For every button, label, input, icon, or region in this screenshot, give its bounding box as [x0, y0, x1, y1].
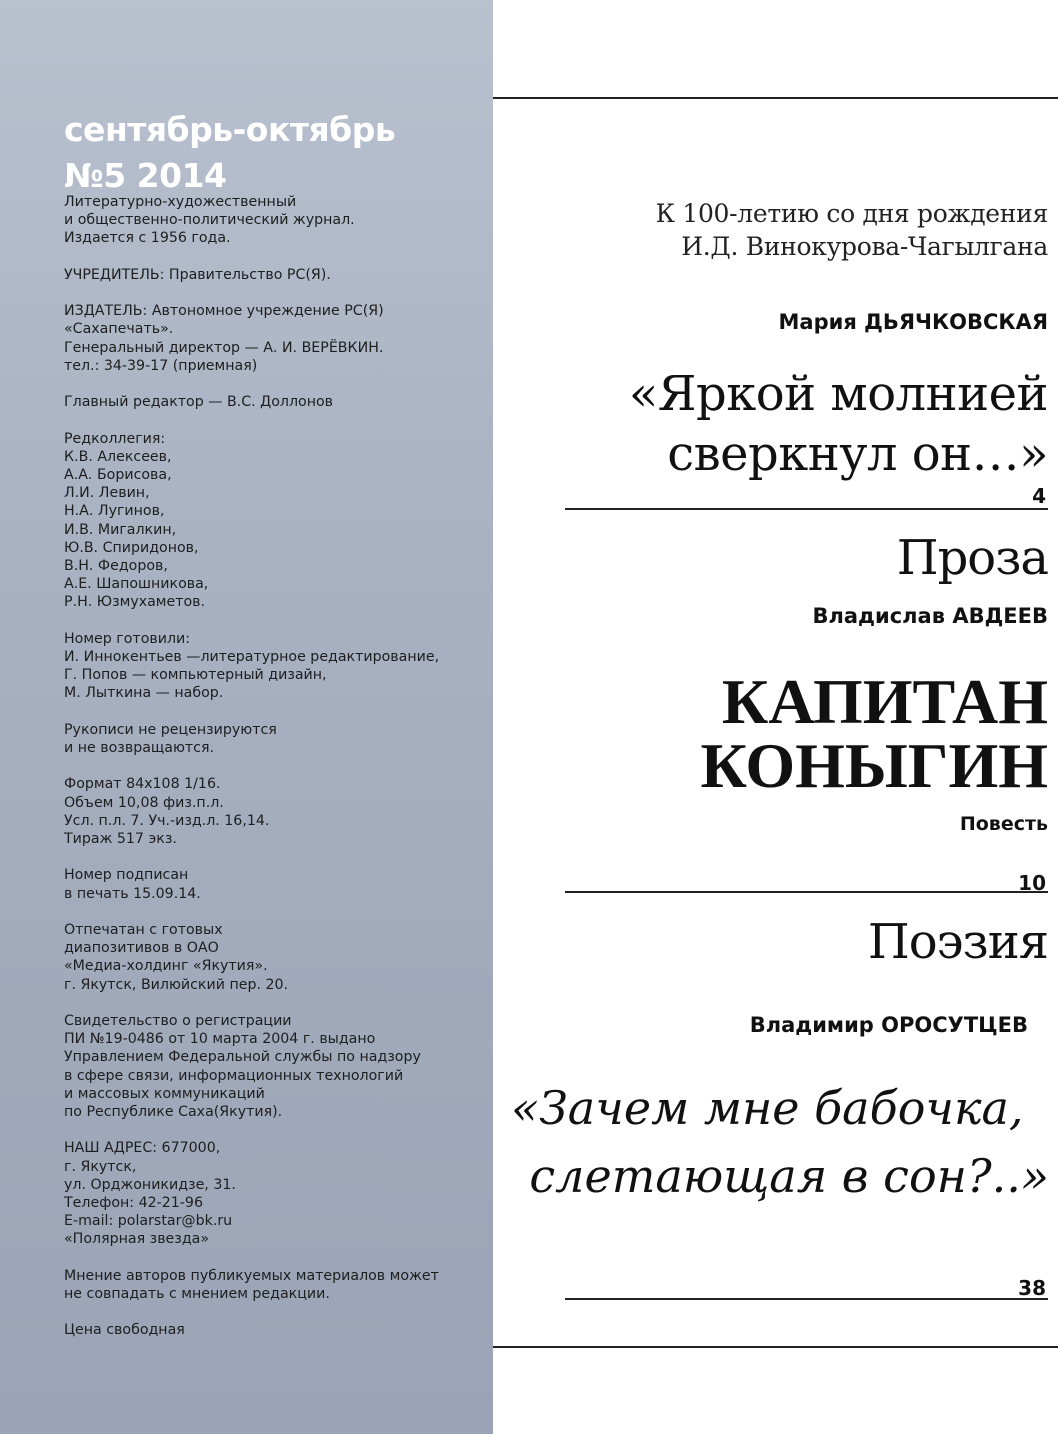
- imprint-block: [64, 266, 484, 284]
- imprint-line: ИЗДАТЕЛЬ: Автономное учреждение РС(Я): [64, 303, 384, 320]
- poetry-page-number: 38: [1018, 1276, 1046, 1300]
- poetry-title: [511, 1074, 1051, 1210]
- imprint-block: [64, 302, 484, 375]
- imprint-block: [64, 921, 484, 994]
- imprint-block: [64, 721, 484, 757]
- imprint-line: И. Иннокентьев —литературное редактирование,: [64, 649, 440, 665]
- imprint-block: [64, 393, 484, 411]
- contents-panel: [493, 0, 1058, 1434]
- anniversary-line-1: К 100-летию со дня рождения: [655, 199, 1048, 228]
- imprint-block: [64, 1139, 484, 1248]
- imprint-line: М. Лыткина — набор.: [64, 685, 224, 702]
- poetry-section-title: Поэзия: [867, 914, 1048, 970]
- imprint-line: тел.: 34-39-17 (приемная): [64, 357, 258, 374]
- imprint-line: в печать 15.09.14.: [64, 885, 201, 902]
- issue-period: сентябрь-октябрь: [64, 110, 396, 149]
- imprint-line: И.В. Мигалкин,: [64, 521, 177, 538]
- imprint-line: Управлением Федеральной службы по надзору: [64, 1049, 421, 1066]
- imprint-line: Номер готовили:: [64, 630, 191, 647]
- imprint-line: Отпечатан с готовых: [64, 921, 223, 938]
- imprint-line: «Сахапечать».: [64, 321, 174, 338]
- imprint-line: НАШ АДРЕС: 677000,: [64, 1140, 221, 1157]
- imprint-line: и общественно-политический журнал.: [64, 212, 355, 229]
- imprint-line: Усл. п.л. 7. Уч.-изд.л. 16,14.: [64, 812, 270, 829]
- prose-author: Владислав АВДЕЕВ: [812, 604, 1048, 628]
- imprint-line: г. Якутск, Вилюйский пер. 20.: [64, 976, 289, 993]
- bottom-divider: [493, 1346, 1058, 1348]
- imprint-block: [64, 866, 484, 902]
- imprint-line: и не возвращаются.: [64, 740, 215, 756]
- anniversary-title: [629, 364, 1048, 484]
- imprint-line: Главный редактор — В.С. Доллонов: [64, 394, 334, 411]
- imprint-line: Л.И. Левин,: [64, 485, 150, 502]
- imprint-line: А.А. Борисова,: [64, 466, 172, 483]
- imprint-line: Тираж 517 экз.: [64, 831, 177, 847]
- imprint-line: Объем 10,08 физ.п.л.: [64, 794, 224, 811]
- prose-genre: Повесть: [959, 813, 1048, 835]
- anniversary-caption: [656, 197, 1048, 263]
- anniversary-author: Мария ДЬЯЧКОВСКАЯ: [778, 310, 1048, 334]
- issue-number: №5 2014: [64, 156, 227, 195]
- imprint-panel: [0, 0, 493, 1434]
- prose-title-line-1: КАПИТАН: [721, 666, 1048, 737]
- imprint-line: диапозитивов в ОАО: [64, 940, 219, 957]
- anniversary-divider: [565, 508, 1048, 510]
- prose-page-number: 10: [1018, 871, 1046, 895]
- imprint-block: [64, 1267, 484, 1303]
- imprint-line: Р.Н. Юзмухаметов.: [64, 594, 206, 611]
- imprint-line: Формат 84x108 1/16.: [64, 776, 221, 793]
- imprint-line: в сфере связи, информационных технологий: [64, 1067, 404, 1084]
- imprint-line: ПИ №19-0486 от 10 марта 2004 г. выдано: [64, 1031, 376, 1048]
- imprint-line: Свидетельство о регистрации: [64, 1012, 292, 1029]
- imprint-line: не совпадать с мнением редакции.: [64, 1286, 330, 1302]
- poetry-divider: [565, 1298, 1048, 1300]
- imprint-line: Номер подписан: [64, 867, 189, 884]
- imprint-block: [64, 193, 484, 248]
- imprint-line: Генеральный директор — А. И. ВЕРЁВКИН.: [64, 339, 384, 356]
- issue-heading: [64, 104, 484, 202]
- prose-title: [700, 666, 1049, 801]
- imprint-line: Мнение авторов публикуемых материалов может: [64, 1267, 439, 1284]
- imprint-line: Телефон: 42-21-96: [64, 1195, 203, 1211]
- poetry-author: Владимир ОРОСУТЦЕВ: [749, 1013, 1028, 1037]
- imprint-line: Издается с 1956 года.: [64, 230, 231, 247]
- imprint-line: Н.А. Лугинов,: [64, 503, 165, 520]
- imprint-line: «Полярная звезда»: [64, 1231, 210, 1248]
- prose-title-line-2: КОНЫГИН: [700, 730, 1048, 801]
- anniversary-title-line-2: сверкнул он…»: [667, 426, 1048, 482]
- imprint-block: [64, 1012, 484, 1121]
- imprint-line: Редколлегия:: [64, 430, 166, 447]
- imprint-line: по Республике Саха(Якутия).: [64, 1104, 283, 1120]
- anniversary-page-number: 4: [1032, 484, 1046, 508]
- imprint-block: [64, 1321, 484, 1339]
- imprint-line: Ю.В. Спиридонов,: [64, 539, 199, 556]
- imprint-line: «Медиа-холдинг «Якутия».: [64, 958, 268, 975]
- prose-section-title: Проза: [896, 530, 1048, 586]
- imprint-line: К.В. Алексеев,: [64, 448, 172, 465]
- imprint-line: УЧРЕДИТЕЛЬ: Правительство РС(Я).: [64, 266, 331, 283]
- anniversary-line-2: И.Д. Винокурова-Чагылгана: [681, 232, 1048, 261]
- imprint-line: ул. Орджоникидзе, 31.: [64, 1176, 236, 1193]
- imprint-block: [64, 630, 484, 703]
- imprint-line: Рукописи не рецензируются: [64, 721, 277, 738]
- imprint-line: Цена свободная: [64, 1322, 185, 1339]
- imprint-line: г. Якутск,: [64, 1158, 137, 1175]
- imprint-block: [64, 775, 484, 848]
- poetry-title-line-2: слетающая в сон?..»: [529, 1149, 1049, 1203]
- imprint-text: [64, 193, 484, 1358]
- imprint-line: и массовых коммуникаций: [64, 1085, 265, 1102]
- poetry-title-line-1: «Зачем мне бабочка,: [511, 1081, 1024, 1135]
- anniversary-title-line-1: «Яркой молнией: [628, 366, 1048, 422]
- imprint-line: А.Е. Шапошникова,: [64, 576, 209, 593]
- imprint-line: Литературно-художественный: [64, 194, 297, 210]
- prose-divider: [565, 891, 1048, 893]
- imprint-line: В.Н. Федоров,: [64, 558, 168, 574]
- imprint-line: Г. Попов — компьютерный дизайн,: [64, 667, 327, 684]
- top-divider: [493, 97, 1058, 99]
- imprint-line: E-mail: polarstar@bk.ru: [64, 1213, 233, 1230]
- imprint-block: [64, 430, 484, 612]
